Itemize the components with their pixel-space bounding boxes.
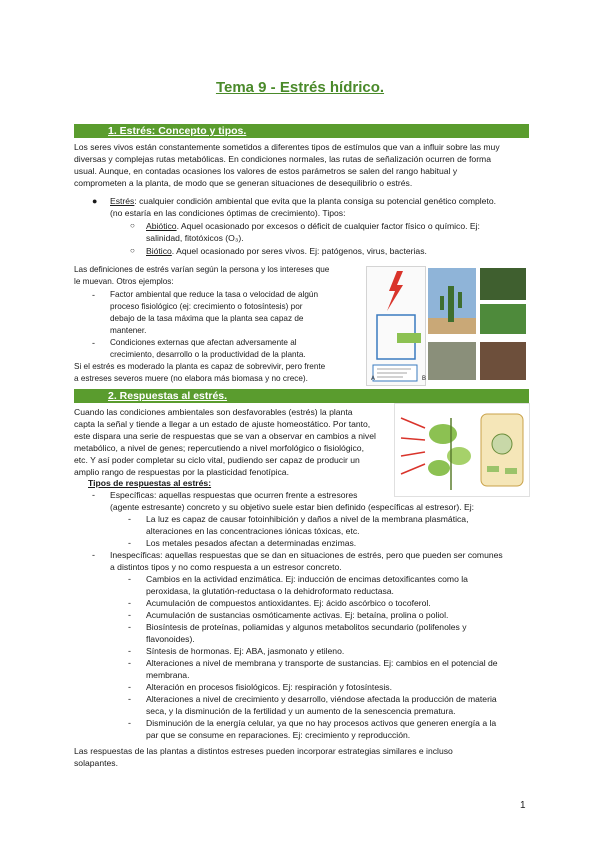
page-title: Tema 9 - Estrés hídrico. bbox=[215, 79, 385, 96]
dash-bullet: - bbox=[92, 550, 95, 560]
text-line: flavonoides). bbox=[146, 634, 195, 644]
dash-bullet: - bbox=[128, 682, 131, 692]
closing-paragraph bbox=[74, 745, 530, 769]
page-number: 1 bbox=[520, 800, 526, 811]
dash-bullet: - bbox=[128, 658, 131, 668]
plant-response-figure bbox=[394, 403, 530, 497]
dash-bullet: - bbox=[128, 610, 131, 620]
text-line: a estreses severos muere (no elabora más biomasa y no crece). bbox=[74, 374, 308, 383]
inespecificas-sub-9 bbox=[146, 717, 530, 741]
dash-bullet: - bbox=[128, 514, 131, 524]
abiotico-item bbox=[146, 220, 530, 244]
lightning-icon bbox=[387, 271, 403, 311]
leaf-photo bbox=[480, 304, 526, 334]
especificas-def-line2: (agente estresante) concreto y su objetivo suele estar bien definido (específicas al estresor). Ej: bbox=[110, 502, 474, 512]
text-line: Disminución de la energía celular, ya que no hay procesos activos que generen energía a la bbox=[146, 718, 497, 728]
text-line: este dispara una serie de respuestas que se van a observar en cambios a nivel bbox=[74, 431, 376, 441]
text-line: comprometen a la planta, de modo que se generan situaciones de desequilibrio o estrés. bbox=[74, 178, 413, 188]
ejemplo-2 bbox=[110, 337, 356, 361]
circle-bullet-icon: ○ bbox=[130, 246, 135, 255]
dash-bullet: - bbox=[128, 622, 131, 632]
text-line: Cuando las condiciones ambientales son desfavorables (estrés) la planta bbox=[74, 407, 353, 417]
dash-bullet: - bbox=[128, 646, 131, 656]
dash-bullet: - bbox=[128, 538, 131, 548]
inespecificas-sub-5 bbox=[146, 645, 530, 657]
leaf-shape bbox=[429, 424, 457, 444]
nucleus-shape bbox=[492, 434, 512, 454]
dash-bullet: - bbox=[92, 290, 95, 300]
text-line: Alteración en procesos fisiológicos. Ej: respiración y fotosíntesis. bbox=[146, 682, 392, 692]
especificas-term: Específicas bbox=[110, 490, 154, 500]
tipos-heading bbox=[88, 477, 388, 489]
section-1-heading: 1. Estrés: Concepto y tipos. bbox=[108, 125, 247, 137]
inespecificas-sub-1 bbox=[146, 573, 530, 597]
stress-diagram-figure bbox=[366, 266, 426, 386]
especificas-def: : aquellas respuestas que ocurren frente a estresores bbox=[153, 490, 358, 500]
abiotico-def-line2: salinidad, fitotóxicos (O₃). bbox=[146, 233, 244, 243]
text-line: La luz es capaz de causar fotoinhibición y daños a nivel de la membrana plasmática, bbox=[146, 514, 469, 524]
inespecificas-sub-8 bbox=[146, 693, 530, 717]
text-line: crecimiento, desarrollo o la productividad de la planta. bbox=[110, 350, 306, 359]
figure-label-a: A bbox=[371, 376, 376, 382]
text-line: Factor ambiental que reduce la tasa o velocidad de algún bbox=[110, 290, 319, 299]
plant-response-svg bbox=[395, 404, 529, 496]
biotico-def: . Aquel ocasionado por seres vivos. Ej: patógenos, virus, bacterias. bbox=[171, 246, 427, 256]
text-line: Las respuestas de las plantas a distintos estreses pueden incorporar estrategias similares e incluso bbox=[74, 746, 453, 756]
estres-def-line2: (no estaría en las condiciones óptimas de crecimiento). Tipos: bbox=[110, 208, 346, 218]
plant-photos-figure bbox=[428, 262, 528, 384]
inespecificas-def-line2: a distintos tipos y no como respuesta a un estresor concreto. bbox=[110, 562, 342, 572]
inespecificas-sub-3 bbox=[146, 609, 530, 621]
soil-photo bbox=[480, 342, 526, 380]
text-line: capta la señal y tiende a llegar a un estado de ajuste homeostático. Por tanto, bbox=[74, 419, 371, 429]
text-line: mantener. bbox=[110, 326, 147, 335]
dash-bullet: - bbox=[128, 574, 131, 584]
section-2-intro bbox=[74, 406, 390, 478]
dash-bullet: - bbox=[128, 718, 131, 728]
text-line: membrana. bbox=[146, 670, 190, 680]
text-line: usual. Aunque, en contadas ocasiones los valores de estos parámetros se salen del rango habitual y bbox=[74, 166, 458, 176]
text-line: Alteraciones a nivel de crecimiento y desarrollo, viéndose afectada la producción de materia bbox=[146, 694, 497, 704]
text-line: etc. Y así poder completar su ciclo vital, pudiendo ser capaz de producir un bbox=[74, 455, 360, 465]
text-line: Los metales pesados afectan a determinadas enzimas. bbox=[146, 538, 357, 548]
abiotico-def: . Aquel ocasionado por excesos o déficit de cualquier factor físico o químico. Ej: bbox=[176, 221, 480, 231]
inespecificas-sub-6 bbox=[146, 657, 530, 681]
text-line: Acumulación de compuestos antioxidantes. Ej: ácido ascórbico o tocoferol. bbox=[146, 598, 431, 608]
text-line: Alteraciones a nivel de membrana y transporte de sustancias. Ej: cambios en el potencial de bbox=[146, 658, 498, 668]
definiciones-paragraph bbox=[74, 264, 364, 288]
text-line: Cambios en la actividad enzimática. Ej: inducción de encimas detoxificantes como la bbox=[146, 574, 468, 584]
text-line: Síntesis de hormonas. Ej: ABA, jasmonato y etileno. bbox=[146, 646, 345, 656]
bullet-icon: ● bbox=[92, 196, 98, 206]
tipos-heading-text: Tipos de respuestas al estrés: bbox=[88, 478, 212, 488]
estres-def: : cualquier condición ambiental que evita que la planta consiga su potencial genético completo. bbox=[134, 196, 497, 206]
leaf-shape bbox=[428, 460, 450, 476]
ejemplo-1 bbox=[110, 289, 356, 337]
text-line: proceso fisiológico (ej: crecimiento o fotosíntesis) por bbox=[110, 302, 303, 311]
text-line: amplio rango de respuestas por la plasticidad fenotípica. bbox=[74, 467, 289, 477]
text-line: diversas y complejas rutas metabólicas. En condiciones normales, las rutas de señalización ocurren de forma bbox=[74, 154, 491, 164]
text-line: le muevan. Otros ejemplos: bbox=[74, 277, 174, 286]
estres-definition bbox=[110, 195, 530, 219]
especificas-sub-2 bbox=[146, 537, 530, 549]
inespecificas-sub-2 bbox=[146, 597, 530, 609]
inespecificas-sub-7 bbox=[146, 681, 530, 693]
diagram-green-box bbox=[397, 333, 421, 343]
figure-label-b: B bbox=[422, 376, 427, 382]
dash-bullet: - bbox=[92, 338, 95, 348]
section-2-heading-bar bbox=[74, 389, 529, 403]
forest-photo bbox=[480, 268, 526, 300]
inespecificas-term: Inespecíficas bbox=[110, 550, 161, 560]
text-line: Condiciones externas que afectan adversamente al bbox=[110, 338, 297, 347]
biotico-item bbox=[146, 245, 530, 257]
text-line: seca, y la disminución de la fertilidad y un aumento de la senescencia prematura. bbox=[146, 706, 456, 716]
abiotico-term: Abiótico bbox=[146, 221, 177, 231]
rock-photo bbox=[428, 342, 476, 380]
especificas-item bbox=[110, 489, 530, 513]
plant-photos-svg bbox=[428, 262, 528, 384]
text-line: Los seres vivos están constantemente sometidos a diferentes tipos de estímulos que van a influir sobre las muy bbox=[74, 142, 500, 152]
text-line: par que se consume en reparaciones. Ej: crecimiento y reproducción. bbox=[146, 730, 411, 740]
text-line: Si el estrés es moderado la planta es capaz de sobrevivir, pero frente bbox=[74, 362, 326, 371]
inespecificas-def: : aquellas respuestas que se dan en situaciones de estrés, pero que pueden ser comunes bbox=[160, 550, 503, 560]
text-line: peroxidasa, la glutatión-reductasa o la dehidroformato reductasa. bbox=[146, 586, 394, 596]
stress-diagram-svg bbox=[367, 267, 425, 385]
inespecificas-item bbox=[110, 549, 530, 573]
section-1-intro bbox=[74, 141, 529, 189]
inespecificas-sub-4 bbox=[146, 621, 530, 645]
text-line: Acumulación de sustancias osmóticamente activas. Ej: betaína, prolina o poliol. bbox=[146, 610, 449, 620]
section-2-heading: 2. Respuestas al estrés. bbox=[108, 390, 228, 402]
text-line: alteraciones en las concentraciones iónicas tóxicas, etc. bbox=[146, 526, 360, 536]
text-line: Las definiciones de estrés varían según la persona y los intereses que bbox=[74, 265, 330, 274]
text-line: metabólico, a nivel de genes; repercutiendo a nivel morfológico o fisiológico, bbox=[74, 443, 364, 453]
biotico-term: Biótico bbox=[146, 246, 172, 256]
estres-term: Estrés bbox=[110, 196, 135, 206]
dash-bullet: - bbox=[128, 694, 131, 704]
section-1-heading-bar bbox=[74, 124, 529, 138]
text-line: Biosíntesis de proteínas, poliamidas y algunos metabolitos secundario (polifenoles y bbox=[146, 622, 467, 632]
circle-bullet-icon: ○ bbox=[130, 221, 135, 230]
text-line: debajo de la tasa máxima que la planta sea capaz de bbox=[110, 314, 304, 323]
dash-bullet: - bbox=[92, 490, 95, 500]
dash-bullet: - bbox=[128, 598, 131, 608]
text-line: solapantes. bbox=[74, 758, 118, 768]
especificas-sub-1 bbox=[146, 513, 530, 537]
moderado-paragraph bbox=[74, 361, 364, 385]
